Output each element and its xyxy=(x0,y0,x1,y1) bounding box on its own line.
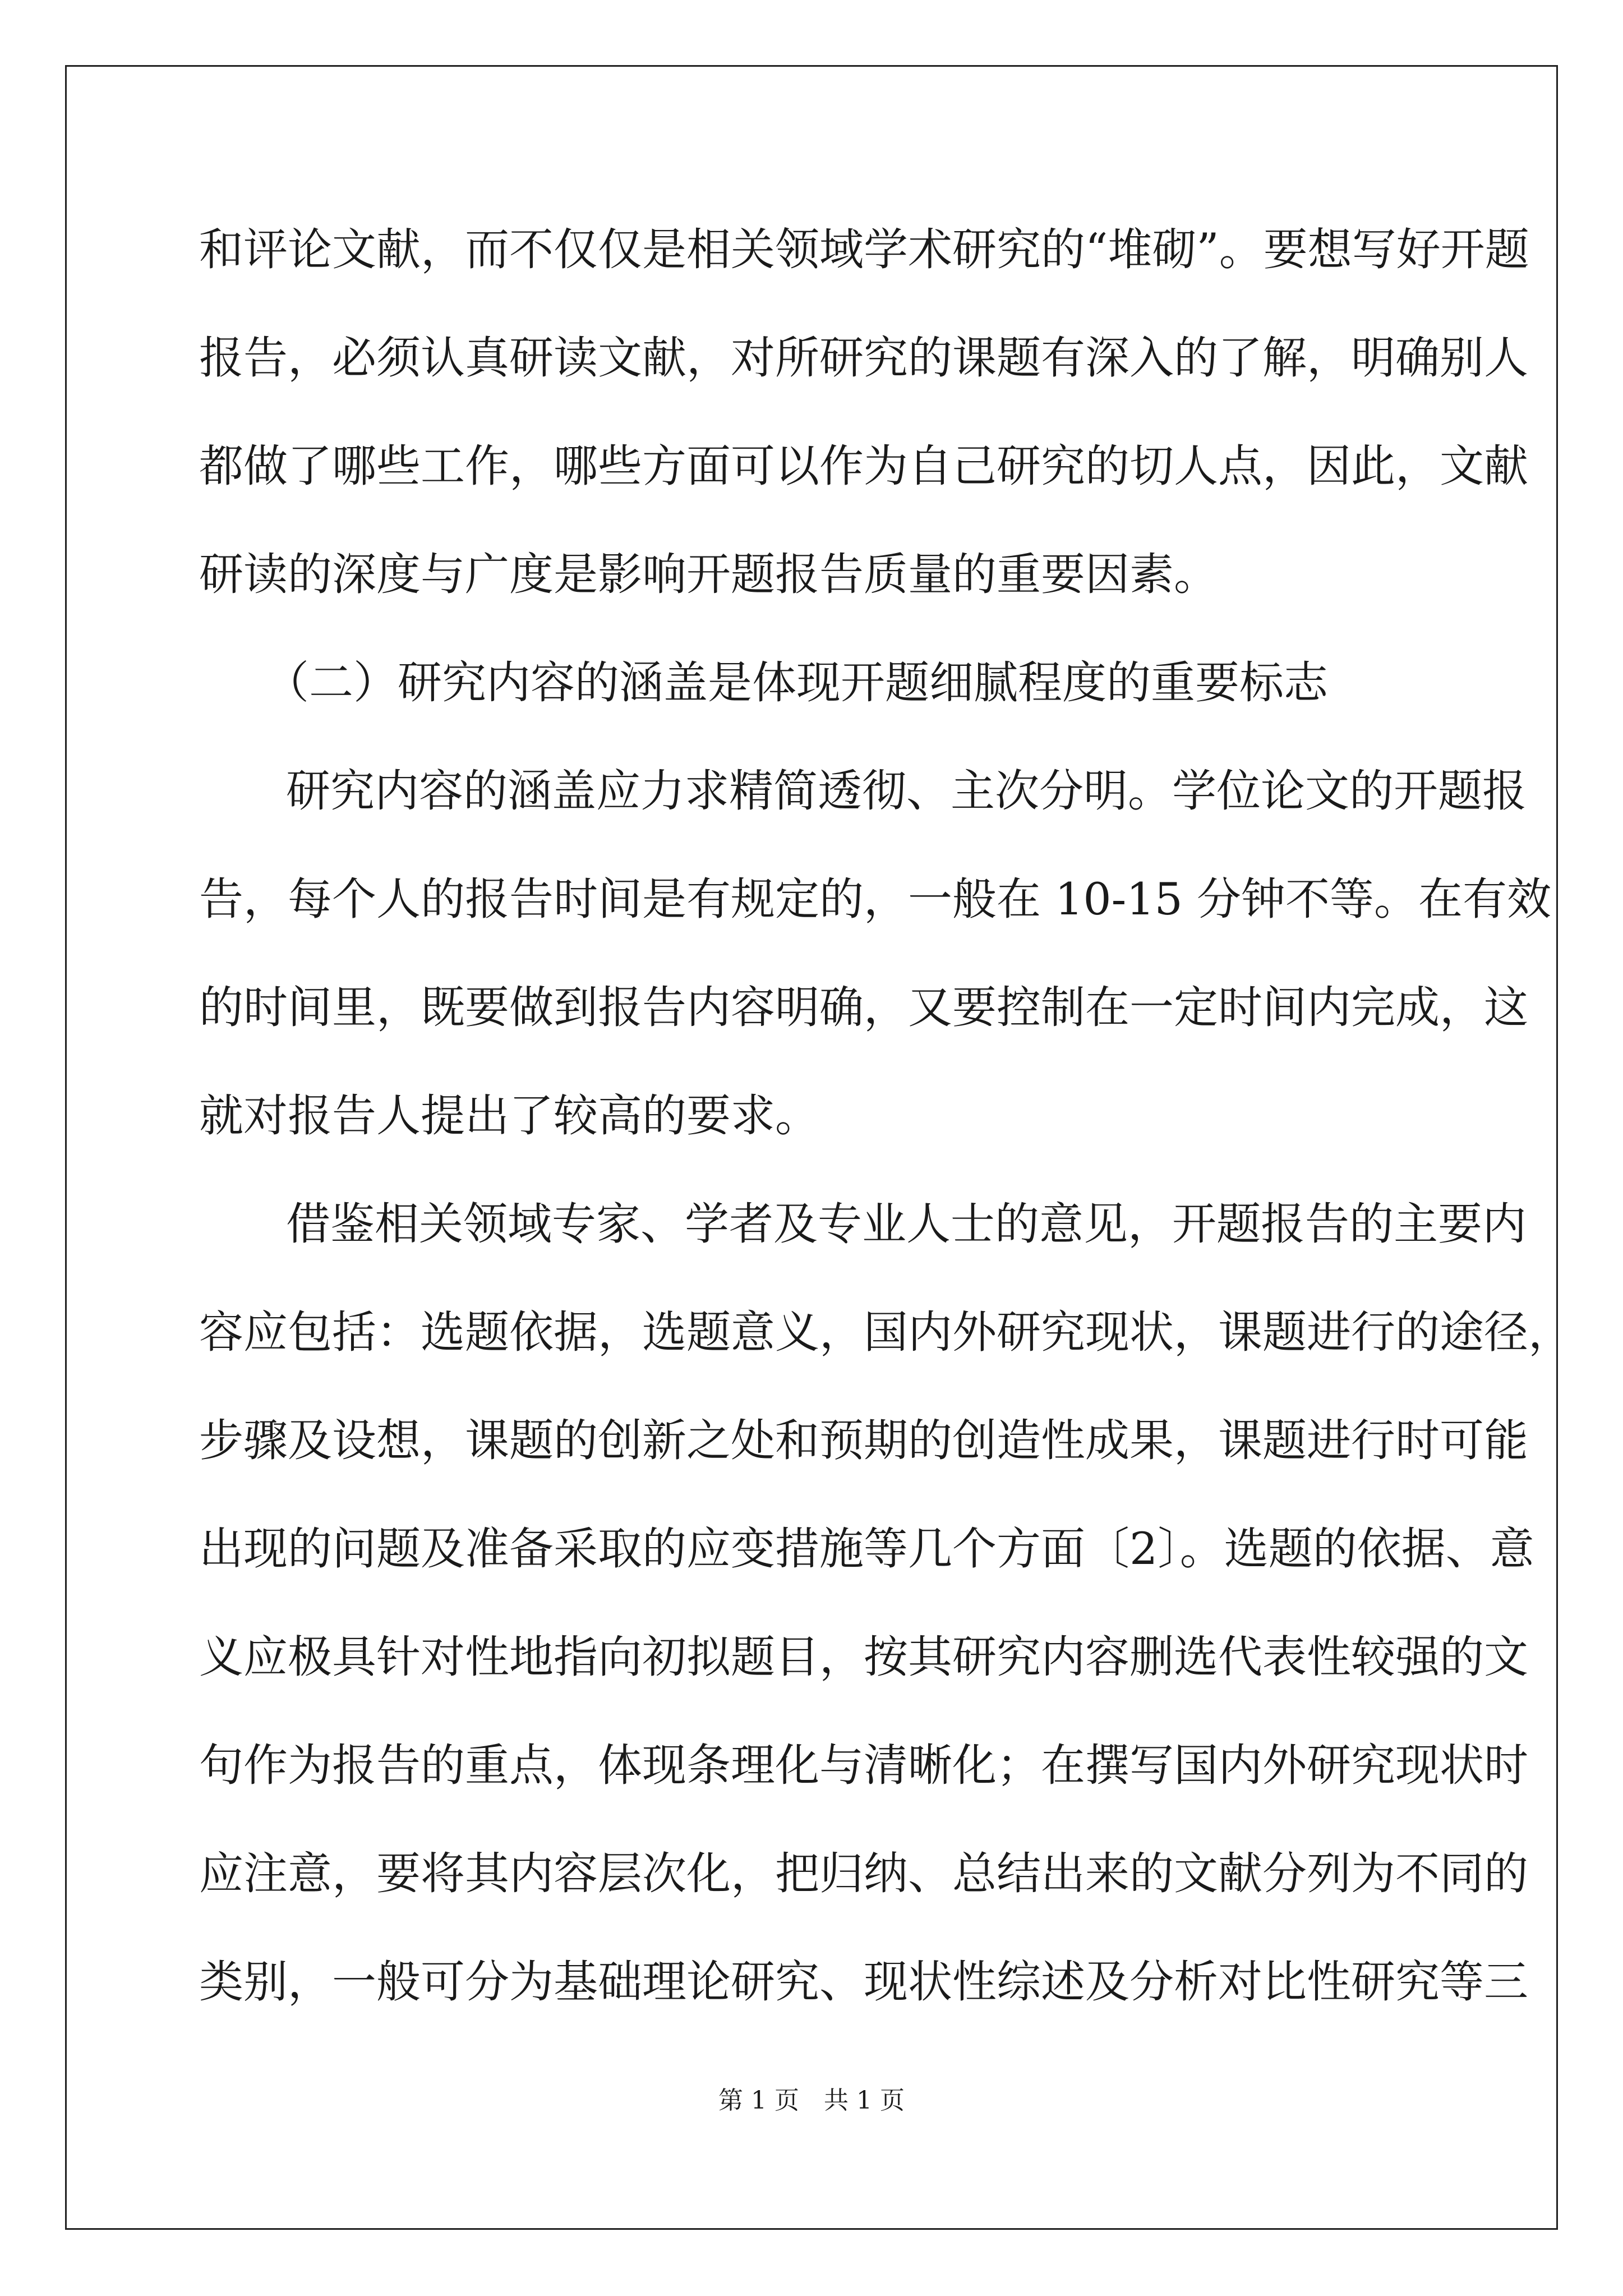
text-line: 报告，必须认真研读文献，对所研究的课题有深入的了解，明确别人 xyxy=(199,332,1528,384)
text-line: 类别，一般可分为基础理论研究、现状性综述及分析对比性研究等三 xyxy=(199,1956,1528,2008)
text-line: 研究内容的涵盖应力求精简透彻、主次分明。学位论文的开题报 xyxy=(286,765,1527,817)
text-line: 就对报告人提出了较高的要求。 xyxy=(199,1090,819,1142)
page-border xyxy=(65,65,1573,2230)
page-footer: 第 1 页 共 1 页 xyxy=(718,2086,905,2115)
text-line: 借鉴相关领域专家、学者及专业人士的意见，开题报告的主要内 xyxy=(286,1198,1527,1250)
text-line: 都做了哪些工作，哪些方面可以作为自己研究的切人点，因此，文献 xyxy=(199,440,1528,492)
text-line: 义应极具针对性地指向初拟题目，按其研究内容删选代表性较强的文 xyxy=(199,1631,1528,1683)
text-line: 和评论文献，而不仅仅是相关领域学术研究的“堆砌”。要想写好开题 xyxy=(199,224,1529,275)
text-line: 的时间里，既要做到报告内容明确，又要控制在一定时间内完成，这 xyxy=(199,982,1528,1033)
text-line: 应注意，要将其内容层次化，把归纳、总结出来的文献分列为不同的 xyxy=(199,1848,1528,1899)
text-line: 研读的深度与广度是影响开题报告质量的重要因素。 xyxy=(199,549,1218,600)
text-line: 步骤及设想，课题的创新之处和预期的创造性成果，课题进行时可能 xyxy=(199,1415,1528,1466)
text-line: 告，每个人的报告时间是有规定的，一般在 10-15 分钟不等。在有效 xyxy=(199,873,1551,925)
section-heading: （二）研究内容的涵盖是体现开题细腻程度的重要标志 xyxy=(265,657,1328,708)
text-line: 出现的问题及准备采取的应变措施等几个方面〔2〕。选题的依据、意 xyxy=(199,1523,1534,1575)
text-line: 容应包括：选题依据，选题意义，国内外研究现状，课题进行的途径， xyxy=(199,1306,1573,1358)
text-line: 句作为报告的重点，体现条理化与清晰化；在撰写国内外研究现状时 xyxy=(199,1740,1528,1791)
